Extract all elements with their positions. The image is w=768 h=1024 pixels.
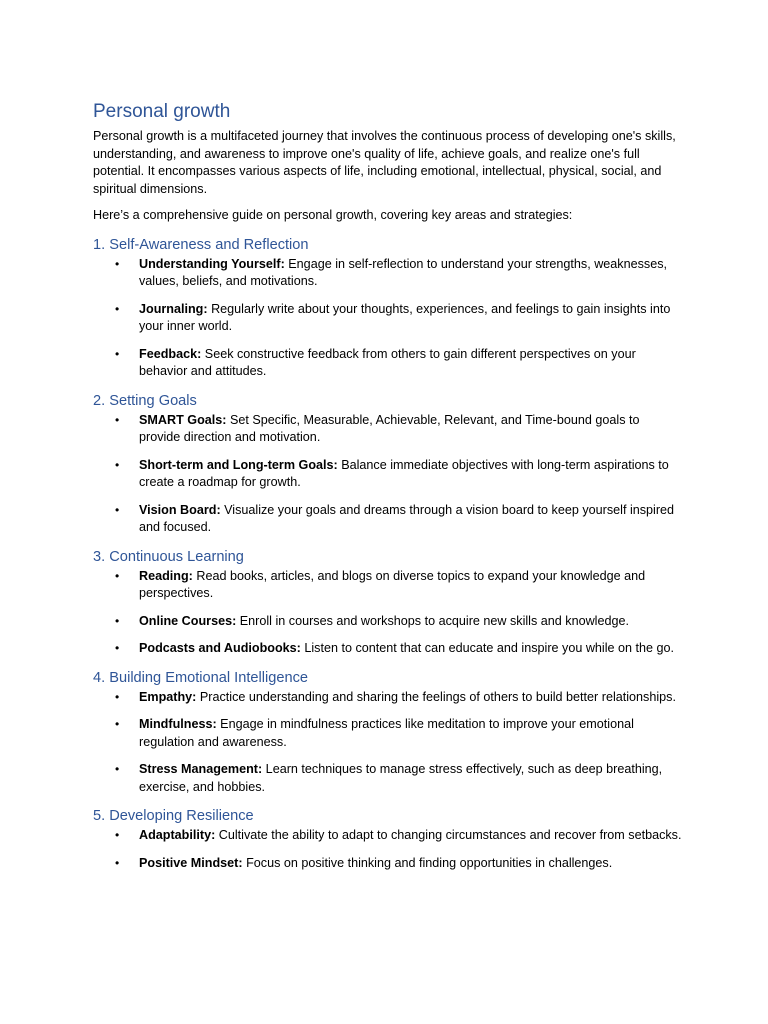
section-heading: 3. Continuous Learning (93, 548, 244, 565)
list-item (93, 613, 683, 631)
list-item (93, 346, 683, 381)
item-term: Empathy: (139, 689, 197, 704)
list-item (93, 568, 683, 603)
item-term: Vision Board: (139, 502, 221, 517)
list-item (93, 256, 683, 291)
bullet-dot-icon: • (115, 502, 120, 517)
list-item (93, 301, 683, 336)
bullet-list (93, 412, 683, 537)
item-text: Set Specific, Measurable, Achievable, Relevant, and Time-bound goals to provide direction and motivation. (139, 412, 640, 444)
bullet-dot-icon: • (115, 828, 120, 842)
document-page (93, 100, 683, 872)
bullet-dot-icon: • (115, 762, 120, 776)
item-text: Seek constructive feedback from others to gain different perspectives on your behavior and attitudes. (139, 346, 636, 378)
list-item (93, 412, 683, 447)
item-term: Feedback: (139, 346, 202, 361)
section-heading: 4. Building Emotional Intelligence (93, 669, 308, 686)
lead-paragraph: Here’s a comprehensive guide on personal growth, covering key areas and strategies: (93, 208, 573, 222)
section-heading: 2. Setting Goals (93, 392, 197, 409)
item-term: Short-term and Long-term Goals: (139, 457, 338, 472)
intro-paragraph: Personal growth is a multifaceted journey that involves the continuous process of developing one's skills, understanding, and awareness to improve one's quality of life, achieve goals, and realize one's full potential. It encompasses various aspects of life, including emotional, intellectual, physical, social, and spiritual dimensions. (93, 129, 676, 196)
item-term: Adaptability: (139, 828, 216, 842)
list-item (93, 827, 683, 845)
item-term: SMART Goals: (139, 412, 227, 427)
list-item (93, 689, 683, 707)
bullet-list (93, 568, 683, 658)
item-text: Enroll in courses and workshops to acquire new skills and knowledge. (236, 613, 629, 628)
item-term: Understanding Yourself: (139, 256, 285, 271)
list-item (93, 761, 683, 796)
item-text: Cultivate the ability to adapt to changing circumstances and recover from setbacks. (215, 828, 682, 842)
item-term: Online Courses: (139, 613, 237, 628)
document-title: Personal growth (93, 101, 231, 122)
bullet-dot-icon: • (115, 717, 120, 731)
item-term: Stress Management: (139, 762, 263, 776)
bullet-dot-icon: • (115, 568, 120, 583)
bullet-dot-icon: • (115, 256, 120, 271)
sections-container (93, 236, 683, 873)
item-text: Focus on positive thinking and finding opportunities in challenges. (242, 855, 613, 870)
item-term: Positive Mindset: (139, 855, 243, 870)
item-term: Journaling: (139, 301, 208, 316)
item-text: Read books, articles, and blogs on diverse topics to expand your knowledge and perspectives. (139, 568, 646, 600)
list-item (93, 640, 683, 658)
bullet-list (93, 827, 683, 872)
item-text: Practice understanding and sharing the feelings of others to build better relationships. (196, 689, 676, 704)
bullet-dot-icon: • (115, 855, 120, 870)
item-text: Engage in self-reflection to understand your strengths, weaknesses, values, beliefs, and motivations. (139, 256, 668, 288)
bullet-dot-icon: • (115, 412, 120, 427)
item-term: Mindfulness: (139, 717, 217, 731)
section-heading: 1. Self-Awareness and Reflection (93, 236, 309, 253)
item-text: Learn techniques to manage stress effectively, such as deep breathing, exercise, and hobbies. (139, 762, 663, 794)
section-heading: 5. Developing Resilience (93, 808, 254, 824)
list-item (93, 457, 683, 492)
bullet-dot-icon: • (115, 346, 120, 361)
item-text: Visualize your goals and dreams through a vision board to keep yourself inspired and focused. (139, 502, 675, 534)
item-text: Balance immediate objectives with long-term aspirations to create a roadmap for growth. (139, 457, 669, 489)
item-term: Podcasts and Audiobooks: (139, 641, 301, 655)
item-text: Engage in mindfulness practices like meditation to improve your emotional regulation and awareness. (139, 717, 634, 749)
bullet-list (93, 256, 683, 381)
list-item (93, 855, 683, 873)
list-item (93, 716, 683, 751)
list-item (93, 502, 683, 537)
bullet-dot-icon: • (115, 613, 120, 628)
bullet-dot-icon: • (115, 457, 120, 472)
bullet-dot-icon: • (115, 301, 120, 316)
item-term: Reading: (139, 568, 193, 583)
item-text: Listen to content that can educate and inspire you while on the go. (300, 641, 675, 655)
item-text: Regularly write about your thoughts, experiences, and feelings to gain insights into your inner world. (139, 301, 671, 333)
bullet-list (93, 689, 683, 797)
bullet-dot-icon: • (115, 641, 120, 655)
bullet-dot-icon: • (115, 689, 120, 704)
